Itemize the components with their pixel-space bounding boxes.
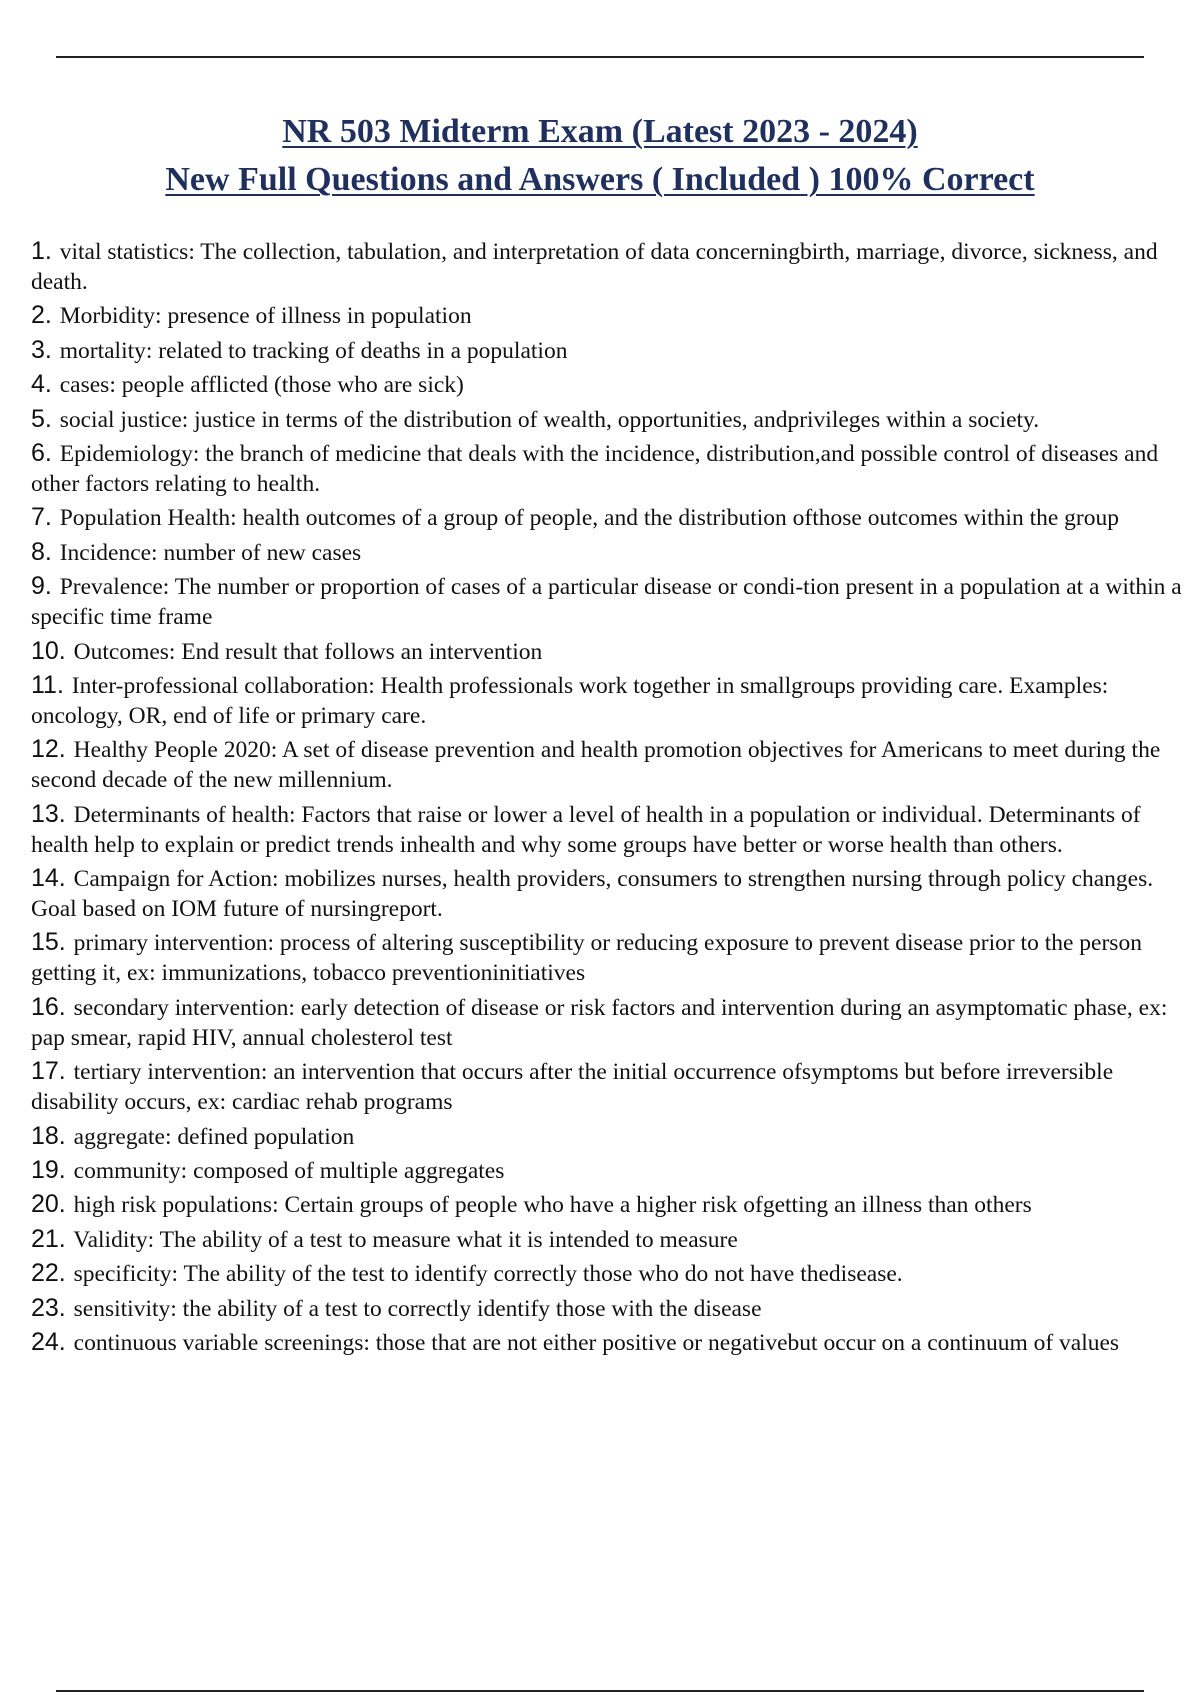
list-item <box>31 335 1196 366</box>
list-item <box>31 799 1196 860</box>
list-item <box>31 734 1196 795</box>
item-number: 8. <box>31 537 52 566</box>
list-item <box>31 1155 1196 1186</box>
item-text: Morbidity: presence of illness in population <box>59 303 472 330</box>
list-item <box>31 438 1196 499</box>
item-text: Healthy People 2020: A set of disease prevention and health promotion objectives for Americans to meet during the second decade of the new millennium. <box>31 737 1161 794</box>
qa-list <box>31 236 1196 1361</box>
item-number: 2. <box>31 301 52 330</box>
list-item <box>31 1293 1196 1324</box>
item-text: tertiary intervention: an intervention that occurs after the initial occurrence ofsymptoms but before irreversible disability occurs, ex: cardiac rehab programs <box>31 1059 1114 1116</box>
item-number: 5. <box>31 404 52 433</box>
item-number: 19. <box>31 1156 66 1185</box>
list-item <box>31 369 1196 400</box>
top-rule <box>56 56 1144 58</box>
item-text: cases: people afflicted (those who are sick) <box>59 372 464 399</box>
list-item <box>31 1327 1196 1358</box>
item-text: aggregate: defined population <box>73 1123 355 1150</box>
list-item <box>31 1056 1196 1117</box>
item-text: high risk populations: Certain groups of people who have a higher risk ofgetting an illness than others <box>73 1192 1032 1219</box>
item-number: 4. <box>31 370 52 399</box>
item-text: vital statistics: The collection, tabulation, and interpretation of data concerningbirth, marriage, divorce, sickness, and death. <box>31 239 1158 295</box>
item-text: Epidemiology: the branch of medicine that deals with the incidence, distribution,and possible control of diseases and other factors relating to health. <box>31 440 1159 497</box>
item-number: 24. <box>31 1327 66 1356</box>
list-item <box>31 502 1196 533</box>
item-text: Campaign for Action: mobilizes nurses, health providers, consumers to strengthen nursing through policy changes. Goal based on IOM future of nursingreport. <box>31 866 1154 923</box>
item-text: sensitivity: the ability of a test to correctly identify those with the disease <box>73 1295 762 1322</box>
item-text: secondary intervention: early detection of disease or risk factors and intervention during an asymptomatic phase, ex: pap smear, rapid HIV, annual cholesterol test <box>31 994 1168 1051</box>
item-number: 15. <box>31 928 66 957</box>
item-text: community: composed of multiple aggregates <box>73 1158 505 1185</box>
item-text: social justice: justice in terms of the distribution of wealth, opportunities, andprivileges within a society. <box>59 406 1040 433</box>
item-text: Inter-professional collaboration: Health professionals work together in smallgroups providing care. Examples: oncology, OR, end of life or primary care. <box>31 672 1109 729</box>
item-text: Incidence: number of new cases <box>59 539 362 566</box>
list-item <box>31 1258 1196 1289</box>
item-number: 17. <box>31 1057 66 1086</box>
list-item <box>31 1189 1196 1220</box>
item-text: Determinants of health: Factors that raise or lower a level of health in a population or individual. Determinants of health help to explain or predict trends inhealth and why some groups have better or worse health than others. <box>31 801 1141 858</box>
item-number: 18. <box>31 1121 66 1150</box>
item-number: 22. <box>31 1259 66 1288</box>
item-text: Outcomes: End result that follows an intervention <box>73 638 543 665</box>
item-text: Validity: The ability of a test to measure what it is intended to measure <box>73 1226 738 1253</box>
list-item <box>31 537 1196 568</box>
item-number: 6. <box>31 438 52 467</box>
item-number: 20. <box>31 1190 66 1219</box>
document-subtitle: New Full Questions and Answers ( Included ) 100% Correct <box>165 161 1035 198</box>
item-number: 1. <box>31 237 52 265</box>
item-number: 12. <box>31 735 66 764</box>
item-number: 3. <box>31 335 52 364</box>
item-number: 21. <box>31 1224 66 1253</box>
item-number: 23. <box>31 1293 66 1322</box>
list-item <box>31 992 1196 1053</box>
item-number: 14. <box>31 864 66 893</box>
item-number: 16. <box>31 992 66 1021</box>
list-item <box>31 927 1196 988</box>
item-text: primary intervention: process of altering susceptibility or reducing exposure to prevent disease prior to the person getting it, ex: immunizations, tobacco preventioninitiatives <box>31 930 1142 987</box>
list-item <box>31 404 1196 435</box>
document-title: NR 503 Midterm Exam (Latest 2023 - 2024) <box>282 113 918 150</box>
item-number: 7. <box>31 503 52 532</box>
list-item <box>31 1224 1196 1255</box>
list-item <box>31 571 1196 632</box>
bottom-rule <box>56 1690 1144 1692</box>
list-item <box>31 1121 1196 1152</box>
item-text: Population Health: health outcomes of a group of people, and the distribution ofthose outcomes within the group <box>59 505 1119 532</box>
item-text: mortality: related to tracking of deaths in a population <box>59 337 568 364</box>
list-item <box>31 670 1196 731</box>
list-item <box>31 863 1196 924</box>
list-item <box>31 236 1196 297</box>
list-item <box>31 636 1196 667</box>
document-header <box>0 108 1200 204</box>
item-number: 13. <box>31 799 66 828</box>
item-number: 11. <box>31 670 64 699</box>
list-item <box>31 300 1196 331</box>
item-text: Prevalence: The number or proportion of cases of a particular disease or condi-tion present in a population at a within a specific time frame <box>31 574 1182 631</box>
item-text: specificity: The ability of the test to identify correctly those who do not have thedisease. <box>73 1261 903 1288</box>
item-text: continuous variable screenings: those that are not either positive or negativebut occur on a continuum of values <box>73 1329 1120 1356</box>
item-number: 9. <box>31 572 52 601</box>
item-number: 10. <box>31 636 66 665</box>
